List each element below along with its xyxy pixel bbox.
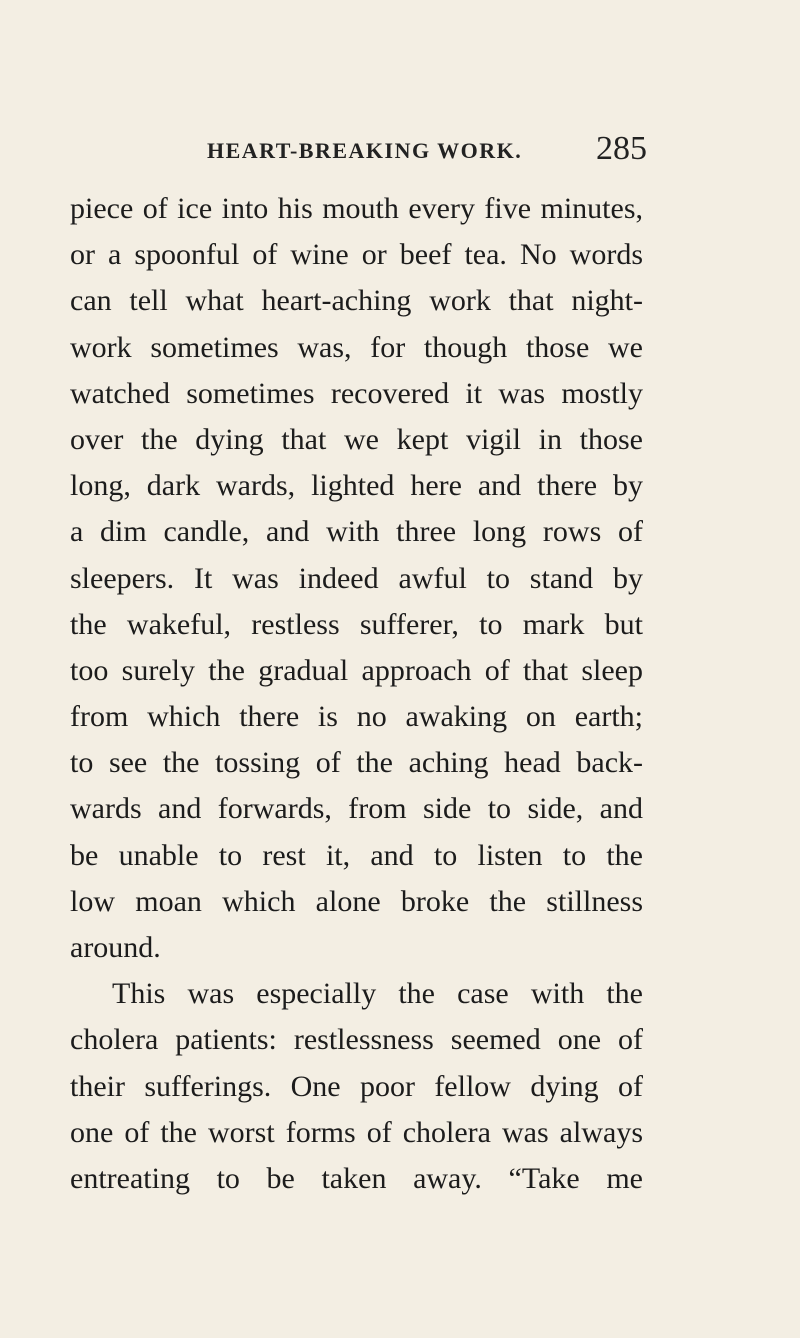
text-line: piece of ice into his mouth every five minutes,: [70, 192, 643, 225]
text-line: low moan which alone broke the stillness: [70, 884, 643, 918]
text-line: around.: [70, 931, 161, 964]
text-line: a dim candle, and with three long rows of: [70, 515, 643, 549]
page-number: 285: [596, 130, 647, 167]
text-line: to see the tossing of the aching head back-: [70, 746, 643, 780]
text-line: work sometimes was, for though those we: [70, 330, 643, 364]
text-line: be unable to rest it, and to listen to the: [70, 838, 643, 872]
text-line: or a spoonful of wine or beef tea. No words: [70, 238, 643, 272]
text-line: wards and forwards, from side to side, and: [70, 792, 643, 826]
text-line: one of the worst forms of cholera was always: [70, 1115, 643, 1149]
text-line: can tell what heart-aching work that night-: [70, 284, 643, 318]
text-line: sleepers. It was indeed awful to stand by: [70, 561, 643, 595]
text-line: too surely the gradual approach of that sleep: [70, 653, 643, 687]
text-line: cholera patients: restlessness seemed one of: [70, 1023, 643, 1057]
text-line: entreating to be taken away. “Take me: [70, 1161, 643, 1195]
text-line: This was especially the case with the: [112, 977, 643, 1011]
text-line: from which there is no awaking on earth;: [70, 700, 643, 734]
text-line: long, dark wards, lighted here and there by: [70, 469, 643, 503]
body-text: [70, 186, 643, 1202]
running-head: HEART-BREAKING WORK.: [207, 138, 523, 163]
page-header: [207, 130, 647, 174]
text-line: watched sometimes recovered it was mostly: [70, 376, 643, 410]
text-line: their sufferings. One poor fellow dying of: [70, 1069, 643, 1103]
text-line: the wakeful, restless sufferer, to mark but: [70, 607, 643, 641]
text-line: over the dying that we kept vigil in those: [70, 422, 643, 456]
